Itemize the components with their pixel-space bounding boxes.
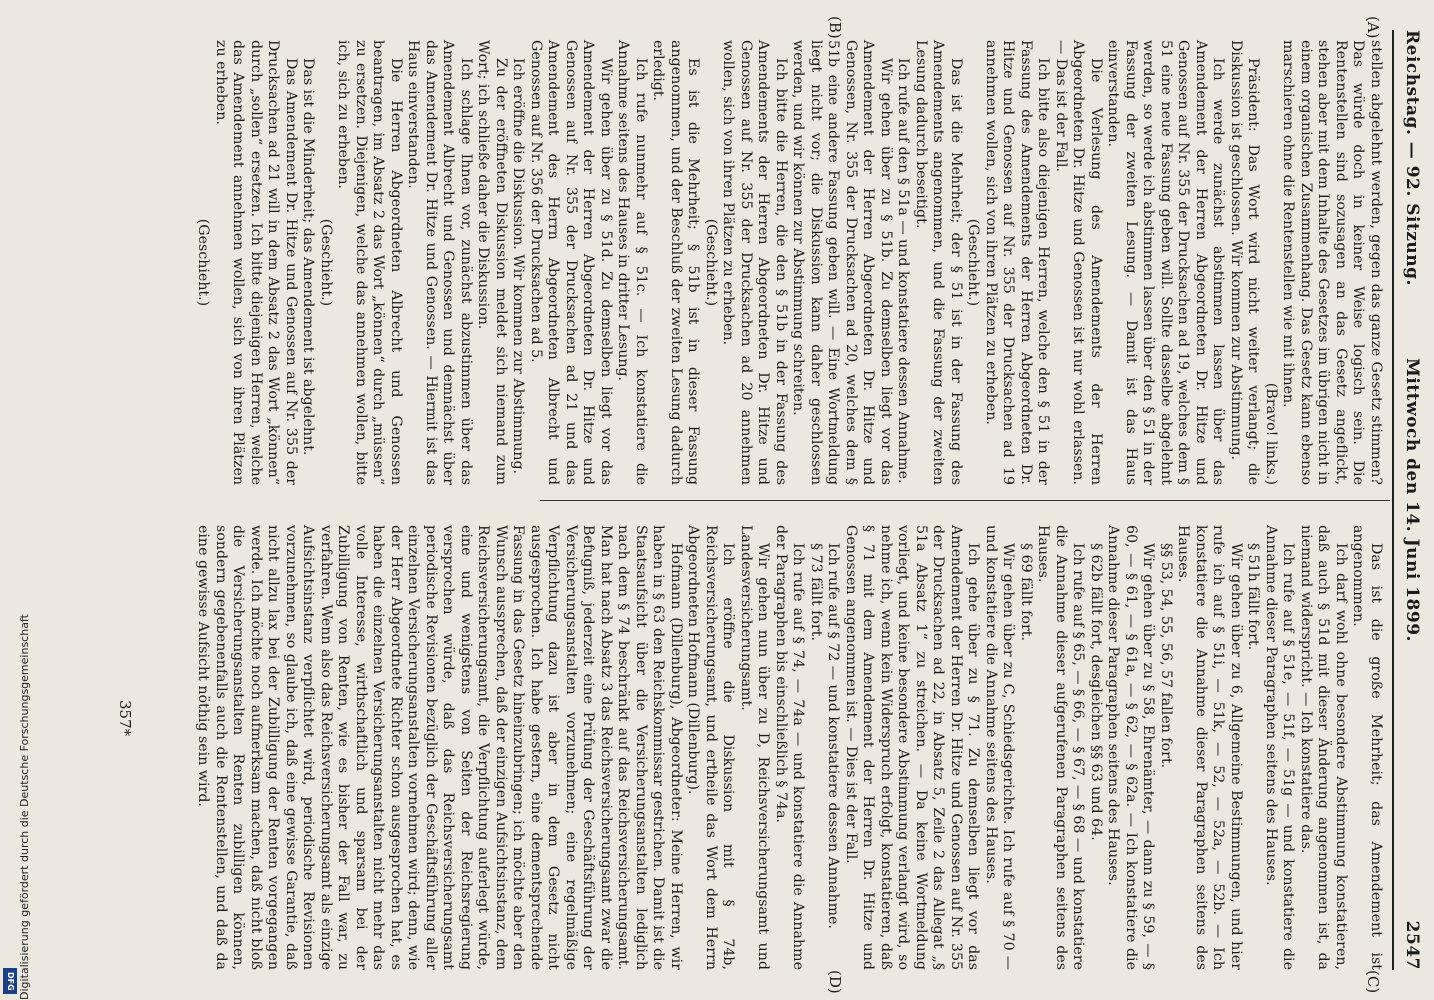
- paragraph: § 51h fällt fort.: [1245, 543, 1262, 651]
- paragraph: Hofmann (Dillenburg), Abgeordneter: Meine Herren, wir haben in § 63 den Reichskommissar gestrichen. Damit ist die Staatsaufsicht über die Versicherungsanstalten lediglich nach dem § 74 beschränkt auf das Reichsversicherungsamt. Man hat nach Absatz 3 das Reichsversicherungsamt zwar die Befugniß, jederzeit eine Prüfung der Geschäftsführung der Versicherungsanstalten vorzunehmen; eine regelmäßige Verpflichtung dazu ist aber in dem Gesetz nicht ausgesprochen. Ich habe gestern, eine dementsprechende Fassung in das Gesetz hineinzubringen; ich möchte aber den Wunsch aussprechen, daß der einzigen Aufsichtsinstanz, dem Reichsversicherungsamt, die Verpflichtung auferlegt würde, eine und wenigstens von Seiten der Reichsregierung versprochen würde, daß das Reichsversicherungsamt periodische Revisionen bezüglich der Geschäftsführung aller einzelnen Versicherungsanstalten vornehmen wird; denn, wie der Herr Abgeordnete Richter schon ausgesprochen hat, es haben die einzelnen Versicherungsanstalten nicht mehr das volle Interesse, wirthschaftlich und sparsam bei der Zubilligung von Renten, wie es bisher der Fall war, zu verfahren. Wenn also das Reichsversicherungsamt als einzige Aufsichtsinstanz verpflichtet wird, periodische Revisionen vorzunehmen, so glaube ich, daß eine gewisse Garantie, daß nicht allzu lax bei der Zubilligung der Renten vorgegangen werde. Ich möchte noch aufmerksam machen, daß nicht bloß die Versicherungsanstalten Renten zubilligen können, sondern gegebenenfalls auch die Rentenstellen, und daß da eine gewisse Aufsicht nöthig sein wird.: [195, 525, 684, 971]
- paragraph: Ich rufe auf den § 51a — und konstatiere dessen Annahme.: [895, 58, 912, 484]
- interjection: (Geschieht.): [318, 218, 334, 307]
- paragraph: Ich darf wohl ohne besondere Abstimmung konstatieren, daß auch § 51d mit dieser Änderung angenommen ist, da niemand widerspricht. — Ich konstatiere das.: [1298, 525, 1349, 970]
- paragraph: Das ist die Mehrheit; der § 51 ist in der Fassung des Amendements angenommen, und die Fassung der zweiten Lesung dadurch beseitigt.: [913, 40, 964, 485]
- paragraph: Es ist die Mehrheit; § 51b ist in dieser Fassung angenommen, und der Beschluß der zweiten Lesung dadurch erledigt.: [650, 40, 702, 485]
- paragraph: § 73 fällt fort.: [808, 543, 824, 641]
- paragraph: § 69 fällt fort.: [1018, 543, 1034, 641]
- dfg-logo: DFG: [3, 968, 17, 994]
- paragraph: Ich schlage Ihnen vor, zunächst abzustimmen über das Amendement Albrecht und Genossen und demnächst über das Amendement Dr. Hitze und Genossen. — Hiermit ist das Haus einverstanden.: [405, 40, 474, 485]
- margin-marker-b: (B): [826, 16, 844, 39]
- paragraph: Die Verlesung des Amendements der Herren Abgeordneten Dr. Hitze und Genossen ist nur wohl erlassen. — Das ist der Fall.: [1053, 40, 1104, 485]
- interjection: (Geschieht.): [965, 218, 982, 307]
- digitization-credit: Digitalisierung gefördert durch die Deutsche Forschungsgemeinschaft: [18, 614, 31, 1000]
- paragraph: Ich rufe nunmehr auf § 51c. — Ich konstatiere die Annahme seitens des Hauses in dritter Lesung.: [615, 40, 649, 485]
- paragraph: Die Herren Abgeordneten Albrecht und Genossen beantragen, im Absatz 2 das Wort „können“ durch „müssen“ zu ersetzen. Diejenigen, welche das annehmen wollen, bitte ich, sich zu erheben.: [335, 40, 404, 485]
- paragraph: Wir gehen nun über zu D, Reichsversicherungsamt und Landesversicherungsamt.: [738, 525, 772, 970]
- paragraph: §§ 53, 54, 55, 56, 57 fallen fort.: [1158, 543, 1174, 769]
- paragraph: Ich rufe auf § 74, — 74a — und konstatiere die Annahme der Paragraphen bis einschließlich § 74a.: [773, 525, 807, 970]
- paragraph: Ich rufe auf § 72 — und konstatiere dessen Annahme.: [825, 543, 842, 929]
- interjection: (Geschieht.): [195, 218, 212, 307]
- column-divider: [540, 500, 1390, 501]
- paragraph: Wir gehen über zu 6, Allgemeine Bestimmungen, und hier rufe ich auf § 51i, — 51k, — 52, — 52a, — 52b. — Ich konstatiere die Annahme dieser Paragraphen seitens des Hauses.: [1175, 525, 1244, 970]
- paragraph: Ich rufe auf § 65, — § 66, — § 67, — § 68 — und konstatiere die Annahme dieser aufgerufenen Paragraphen seitens des Hauses.: [1035, 525, 1087, 971]
- header-left: Reichstag. — 92. Sitzung.: [1402, 30, 1422, 286]
- paragraph: Zu der eröffneten Diskussion meldet sich niemand zum Wort; ich schließe daher die Diskussion.: [475, 40, 509, 485]
- paragraph: Ich eröffne die Diskussion mit § 74b, Reichsversicherungsamt, und ertheile das Wort dem Herrn Abgeordneten Hofmann (Dillenburg).: [685, 525, 737, 970]
- paragraph: Das Amendement Dr. Hitze und Genossen auf Nr. 355 der Drucksachen ad 21 will in dem Absatz 2 das Wort „können“ durch „sollen“ ersetzen. Ich bitte diejenigen Herren, welche das Amendement annehmen wollen, sich von ihren Plätzen zu erheben.: [213, 40, 299, 485]
- paragraph: Ich eröffne die Diskussion. Wir kommen zur Abstimmung.: [510, 58, 527, 475]
- paragraph: Wir gehen über zu C, Schiedsgerichte. Ich rufe auf § 70 — und konstatiere die Annahme seitens des Hauses.: [983, 525, 1017, 970]
- header-date: Mittwoch den 14. Juni 1899.: [1402, 358, 1422, 642]
- paragraph: Wir gehen über zu § 51b. Zu demselben liegt vor das Amendement der Herren Abgeordneten Dr. Hitze und Genossen, Nr. 355 der Drucksachen ad 20, welches dem § 51b eine andere Fassung geben will. — Eine Wortmeldung liegt nicht vor; die Diskussion kann daher geschlossen werden, und wir können zur Abstimmung schreiten.: [790, 40, 894, 485]
- paragraph: stellen abgelehnt werden, gegen das ganze Gesetz stimmen? Das würde doch in keiner Weise logisch sein. Die Rentenstellen sind sozusagen an das Gesetz angeflickt, stehen aber mit dem Inhalte des Gesetzes im übrigen nicht in einem organischen Zusammenhang. Das Gesetz kann ebenso marschieren ohne die Rentenstellen wie mit ihnen.: [1280, 40, 1384, 485]
- paragraph: Ich gehe über zu § 71. Zu demselben liegt vor das Amendement der Herren Dr. Hitze und Genossen auf Nr. 355 der Drucksachen ad 22, in Absatz 5, Zeile 2 das Allegat „§ 51a Absatz 1“ zu streichen. — Da keine Wortmeldung vorliegt, und keine besondere Abstimmung verlangt wird, so nehme ich, wenn kein Widerspruch erfolgt, konstatieren, daß § 71 mit dem Amendement der Herren Dr. Hitze und Genossen angenommen ist. — Dies ist der Fall.: [843, 525, 982, 970]
- paragraph: Ich bitte die Herren, die den § 51b in der Fassung des Amendements der Herren Abgeordneten Dr. Hitze und Genossen auf Nr. 355 der Drucksachen ad 20 annehmen wollen, sich von ihren Plätzen zu erheben.: [720, 40, 789, 485]
- paragraph: § 62b fällt fort, desgleichen §§ 63 und 64.: [1088, 543, 1104, 841]
- interjection: (Bravo! links.): [1263, 382, 1279, 485]
- interjection: (Geschieht.): [703, 218, 719, 307]
- left-column: [194, 40, 1384, 485]
- paragraph: Das ist die große Mehrheit; das Amendement ist angenommen.: [1350, 525, 1384, 970]
- paragraph: Ich bitte also diejenigen Herren, welche den § 51 in der Fassung des Amendements der Herren Abgeordneten Dr. Hitze und Genossen auf Nr. 355 der Drucksachen ad 19 annehmen wollen, sich von ihren Plätzen zu erheben.: [983, 40, 1052, 485]
- header-rule: [1392, 30, 1394, 970]
- paragraph: Das ist die Minderheit; das Amendement ist abgelehnt.: [300, 58, 317, 456]
- margin-marker-d: (D): [826, 970, 844, 994]
- paragraph: Wir gehen über zu § 51d. Zu demselben liegt vor das Amendement der Herren Abgeordneten Dr. Hitze und Genossen auf Nr. 355 der Drucksachen ad 21 und das Amendement des Herrn Abgeordneten Albrecht und Genossen auf Nr. 356 der Drucksachen ad 5.: [528, 40, 614, 485]
- rotated-document-sheet: [54, 0, 1434, 1000]
- paragraph: Ich rufe auf § 51e, — 51f, — 51g — und konstatiere die Annahme dieser Paragraphen seitens des Hauses.: [1263, 525, 1297, 970]
- paragraph: Ich werde zunächst abstimmen lassen über das Amendement der Herren Abgeordneten Dr. Hitze und Genossen auf Nr. 355 der Drucksachen ad 19, welches dem § 51 eine neue Fassung geben will. Sollte dasselbe abgelehnt werden, so werde ich abstimmen lassen über den § 51 in der Fassung der zweiten Lesung. — Damit ist das Haus einverstanden.: [1105, 40, 1227, 485]
- page-signature-number: 357*: [116, 700, 134, 737]
- right-column: [194, 525, 1384, 970]
- paragraph: Wir gehen über zu § 58, Ehrenämter, — dann zu § 59, — § 60, — § 61, — § 61a, — § 62, — § 62a. — Ich konstatiere die Annahme dieser Paragraphen seitens des Hauses.: [1105, 525, 1157, 970]
- page-header: [1396, 30, 1424, 970]
- header-page-number: 2547: [1402, 920, 1422, 970]
- margin-marker-a: (A): [1364, 16, 1382, 39]
- margin-marker-c: (C): [1364, 970, 1382, 994]
- paragraph: Präsident: Das Wort wird nicht weiter verlangt; die Diskussion ist geschlossen. Wir kommen zur Abstimmung.: [1228, 40, 1262, 485]
